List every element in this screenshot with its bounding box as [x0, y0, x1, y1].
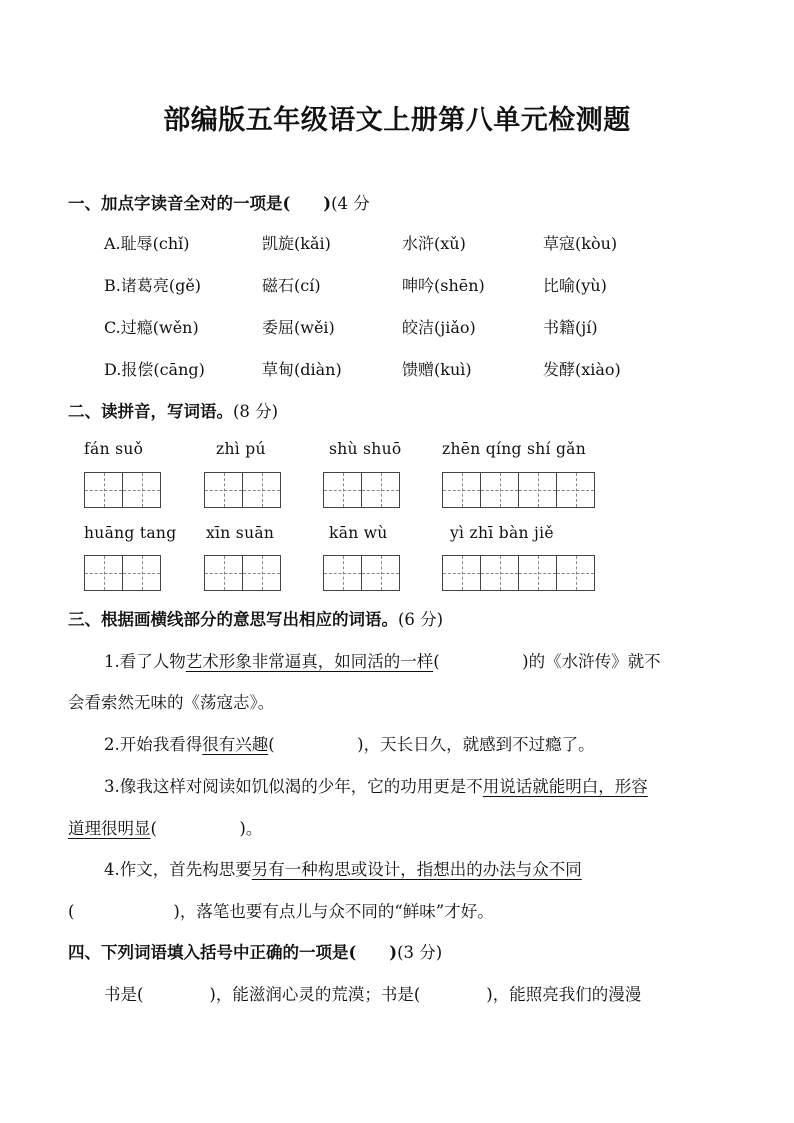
- question-4-points: (3 分): [397, 943, 443, 962]
- writing-cell[interactable]: [242, 555, 281, 591]
- question-3-heading: [68, 606, 443, 630]
- question-1-text: 一、加点字读音全对的一项是( ): [68, 194, 332, 213]
- page-title: 部编版五年级语文上册第八单元检测题: [163, 105, 631, 136]
- pinyin-label: shù shuō: [329, 440, 402, 458]
- pinyin-label: xīn suān: [206, 524, 275, 542]
- option-word: 委屈(wěi): [262, 318, 335, 337]
- question-4-text: 四、下列词语填入括号中正确的一项是( ): [68, 943, 398, 962]
- pinyin-label: zhēn qíng shí gǎn: [442, 440, 587, 458]
- question-4-heading: [68, 939, 442, 963]
- writing-cell[interactable]: [556, 555, 595, 591]
- option-word: 磁石(cí): [262, 276, 321, 295]
- underlined-phrase: 用说话就能明白，形容: [482, 777, 648, 796]
- question-3-text: 三、根据画横线部分的意思写出相应的词语。: [68, 610, 398, 629]
- writing-grid[interactable]: [323, 472, 399, 508]
- sentence-text: 的《水浒传》就不: [528, 652, 661, 671]
- sentence-4-line-2: [68, 898, 494, 922]
- sentence-text: 2.开始我看得: [104, 735, 203, 754]
- answer-blank[interactable]: ( ): [68, 902, 180, 921]
- option-label[interactable]: A.耻辱(chǐ): [104, 234, 190, 253]
- sentence-3-line-1: [104, 773, 648, 797]
- writing-cell[interactable]: [84, 555, 123, 591]
- option-word: 发酵(xiào): [543, 360, 621, 379]
- pinyin-label: yì zhī bàn jiě: [450, 524, 554, 542]
- sentence-text: ，天长日久，就感到不过瘾了。: [363, 735, 595, 754]
- sentence-4-line-1: [104, 856, 582, 880]
- writing-cell[interactable]: [442, 472, 481, 508]
- answer-blank[interactable]: ( ): [268, 735, 364, 754]
- option-word: 书籍(jí): [543, 318, 598, 337]
- writing-cell[interactable]: [122, 472, 161, 508]
- sentence-text: ，落笔也要有点儿与众不同的“鲜味”才好。: [179, 902, 494, 921]
- writing-cell[interactable]: [204, 555, 243, 591]
- underlined-phrase: 艺术形象非常逼真，如同活的一样: [185, 652, 434, 671]
- sentence-text: 1.看了人物: [104, 652, 186, 671]
- writing-grid[interactable]: [323, 555, 399, 591]
- writing-cell[interactable]: [323, 555, 362, 591]
- question-2-text: 二、读拼音，写词语。: [68, 402, 233, 421]
- writing-cell[interactable]: [480, 555, 519, 591]
- question-2-points: (8 分): [233, 402, 279, 421]
- sentence-text: 。: [245, 819, 263, 838]
- option-word: 呻吟(shēn): [402, 276, 485, 295]
- underlined-phrase: 很有兴趣: [202, 735, 269, 754]
- option-word: 草甸(diàn): [262, 360, 342, 379]
- pinyin-label: huāng tang: [84, 524, 177, 542]
- question-1-heading: [68, 190, 370, 214]
- writing-cell[interactable]: [84, 472, 123, 508]
- option-word: 凯旋(kǎi): [262, 234, 331, 253]
- option-label[interactable]: B.诸葛亮(gě): [104, 276, 202, 295]
- option-word: 比喻(yù): [543, 276, 607, 295]
- option-word: 馈赠(kuì): [402, 360, 472, 379]
- option-label[interactable]: C.过瘾(wěn): [104, 318, 199, 337]
- writing-cell[interactable]: [361, 472, 400, 508]
- question-4-sentence: [104, 981, 641, 1005]
- question-2-heading: [68, 398, 278, 422]
- writing-cell[interactable]: [442, 555, 481, 591]
- sentence-text: 4.作文，首先构思要: [104, 860, 252, 879]
- writing-cell[interactable]: [518, 555, 557, 591]
- writing-grid[interactable]: [442, 472, 594, 508]
- writing-cell[interactable]: [323, 472, 362, 508]
- writing-cell[interactable]: [480, 472, 519, 508]
- writing-grid[interactable]: [84, 555, 160, 591]
- underlined-phrase: 另有一种构思或设计，指想出的办法与众不同: [251, 860, 582, 879]
- option-word: 草寇(kòu): [543, 234, 618, 253]
- sentence-3-line-2: [68, 815, 262, 839]
- sentence-2: [104, 731, 595, 755]
- sentence-text: 书是( )，能滋润心灵的荒漠；书是( )，能照亮我们的漫漫: [104, 985, 642, 1004]
- writing-cell[interactable]: [122, 555, 161, 591]
- answer-blank[interactable]: ( ): [150, 819, 246, 838]
- pinyin-label: kān wù: [329, 524, 388, 542]
- sentence-text: 会看索然无味的《荡寇志》。: [68, 693, 275, 712]
- option-label[interactable]: D.报偿(cāng): [104, 360, 205, 379]
- writing-grid[interactable]: [84, 472, 160, 508]
- sentence-text: 3.像我这样对阅读如饥似渴的少年，它的功用更是不: [104, 777, 483, 796]
- sentence-1-line-1: [104, 648, 661, 672]
- sentence-1-line-2: [68, 689, 274, 713]
- answer-blank[interactable]: ( ): [433, 652, 529, 671]
- writing-cell[interactable]: [242, 472, 281, 508]
- writing-grid[interactable]: [442, 555, 594, 591]
- underlined-phrase: 道理很明显: [68, 819, 151, 838]
- question-1-points: (4 分: [331, 194, 370, 213]
- writing-cell[interactable]: [204, 472, 243, 508]
- writing-grid[interactable]: [204, 472, 280, 508]
- writing-grid[interactable]: [204, 555, 280, 591]
- option-word: 皎洁(jiǎo): [402, 318, 476, 337]
- pinyin-label: fán suǒ: [84, 440, 144, 458]
- writing-cell[interactable]: [556, 472, 595, 508]
- question-3-points: (6 分): [398, 610, 444, 629]
- writing-cell[interactable]: [361, 555, 400, 591]
- pinyin-label: zhì pú: [216, 440, 266, 458]
- writing-cell[interactable]: [518, 472, 557, 508]
- option-word: 水浒(xǔ): [402, 234, 466, 253]
